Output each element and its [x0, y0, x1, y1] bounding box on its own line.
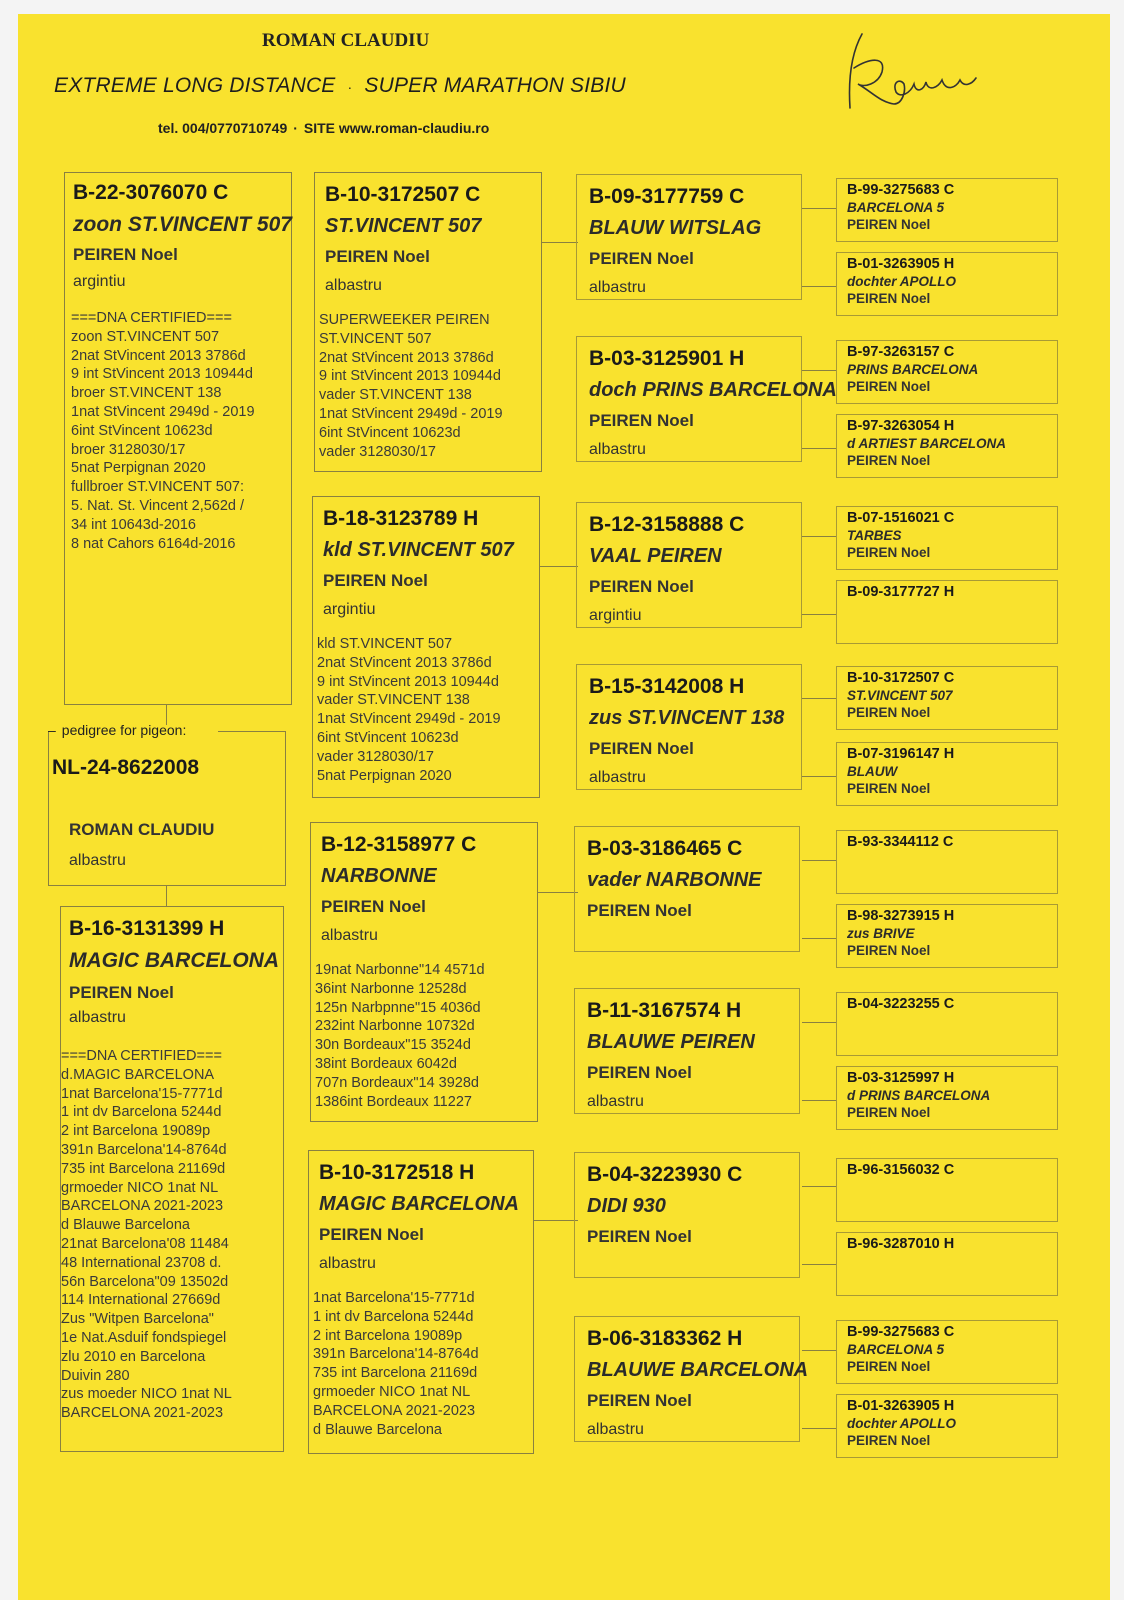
great-grandparent-ring: B-01-3263905 H	[847, 256, 955, 272]
parent-note-line: 9 int StVincent 2013 10944d	[319, 368, 501, 385]
parent-note-line: 735 int Barcelona 21169d	[313, 1365, 478, 1382]
great-grandparent-ring: B-93-3344112 C	[847, 834, 954, 850]
sire-note-line: broer 3128030/17	[71, 441, 186, 458]
parent-note-line: vader ST.VINCENT 138	[319, 387, 472, 404]
grandparent-box-3	[576, 502, 802, 628]
parent-name: ST.VINCENT 507	[325, 215, 482, 237]
dam-note-line: 21nat Barcelona'08 11484	[61, 1235, 229, 1252]
subtitle-separator: ·	[347, 79, 353, 95]
grandparent-name: VAAL PEIREN	[589, 545, 722, 567]
parent-box-1	[314, 172, 542, 472]
parent-note-line: 232int Narbonne 10732d	[315, 1018, 475, 1035]
dam-note-line: 2 int Barcelona 19089p	[61, 1123, 211, 1140]
grandparent-color: albastru	[589, 769, 646, 786]
parent-ring: B-18-3123789 H	[323, 507, 479, 530]
parent-color: albastru	[319, 1255, 376, 1272]
dam-note-line: 114 International 27669d	[61, 1292, 221, 1309]
great-grandparent-ring: B-99-3275683 C	[847, 1324, 955, 1340]
parent-notes	[319, 311, 541, 461]
great-grandparent-box-14	[836, 1232, 1058, 1296]
grandparent-box-1	[576, 174, 802, 300]
dam-name: MAGIC BARCELONA	[69, 949, 279, 972]
grandparent-ring: B-03-3186465 C	[587, 837, 743, 860]
parent-note-line: 2 int Barcelona 19089p	[313, 1327, 463, 1344]
pedigree-label-text: pedigree for pigeon:	[61, 722, 187, 738]
parent-box-4	[308, 1150, 534, 1454]
parent-box-3	[310, 822, 538, 1122]
parent-name: NARBONNE	[321, 865, 437, 887]
sire-box	[64, 172, 292, 705]
great-grandparent-box-5	[836, 506, 1058, 570]
great-grandparent-box-15	[836, 1320, 1058, 1384]
parent-note-line: 5nat Perpignan 2020	[317, 767, 452, 784]
grandparent-name: BLAUW WITSLAG	[589, 217, 762, 239]
great-grandparent-ring: B-97-3263157 C	[847, 344, 955, 360]
sire-note-line: 8 nat Cahors 6164d-2016	[71, 535, 236, 552]
grandparent-name: vader NARBONNE	[587, 869, 762, 891]
great-grandparent-breeder: PEIREN Noel	[847, 1433, 931, 1448]
great-grandparent-box-16	[836, 1394, 1058, 1458]
parent-note-line: 125n Narbpnne"15 4036d	[315, 999, 481, 1016]
great-grandparent-ring: B-99-3275683 C	[847, 182, 955, 198]
parent-note-line: 6int StVincent 10623d	[317, 729, 459, 746]
connector-dam	[166, 886, 167, 906]
connector-gen2-gen3	[540, 566, 578, 567]
dam-note-line: ===DNA CERTIFIED===	[61, 1048, 222, 1064]
parent-ring: B-10-3172518 H	[319, 1161, 475, 1184]
grandparent-breeder: PEIREN Noel	[587, 1227, 692, 1246]
parent-color: albastru	[321, 927, 378, 944]
parent-note-line: d Blauwe Barcelona	[313, 1421, 442, 1438]
parent-note-line: kld ST.VINCENT 507	[317, 636, 453, 652]
grandparent-name: DIDI 930	[587, 1195, 666, 1217]
dam-note-line: 1 int dv Barcelona 5244d	[61, 1104, 222, 1121]
sire-note-line: 5nat Perpignan 2020	[71, 460, 206, 477]
connector-gen3-gen4	[802, 860, 836, 861]
dam-note-line: Duivin 280	[61, 1367, 130, 1384]
subtitle-right: SUPER MARATHON SIBIU	[364, 74, 626, 97]
dam-note-line: grmoeder NICO 1nat NL	[61, 1179, 219, 1196]
great-grandparent-ring: B-10-3172507 C	[847, 670, 955, 686]
connector-gen3-gen4	[802, 938, 836, 939]
great-grandparent-ring: B-09-3177727 H	[847, 584, 955, 600]
great-grandparent-breeder: PEIREN Noel	[847, 217, 931, 232]
parent-note-line: 38int Bordeaux 6042d	[315, 1055, 457, 1072]
parent-note-line: 9 int StVincent 2013 10944d	[317, 673, 499, 690]
connector-gen3-gen4	[802, 286, 836, 287]
dam-color: albastru	[69, 1009, 126, 1026]
connector-gen3-gen4	[802, 1428, 836, 1429]
parent-note-line: 1nat StVincent 2949d - 2019	[317, 711, 501, 728]
grandparent-breeder: PEIREN Noel	[587, 1063, 692, 1082]
great-grandparent-ring: B-07-3196147 H	[847, 746, 955, 762]
connector-gen3-gen4	[802, 208, 836, 209]
parent-note-line: vader 3128030/17	[317, 748, 434, 765]
parent-note-line: vader ST.VINCENT 138	[317, 692, 470, 709]
great-grandparent-ring: B-98-3273915 H	[847, 908, 955, 924]
grandparent-ring: B-15-3142008 H	[589, 675, 745, 698]
grandparent-box-8	[574, 1316, 809, 1442]
sire-note-line: 6int StVincent 10623d	[71, 422, 213, 439]
parent-note-line: 2nat StVincent 2013 3786d	[317, 654, 492, 671]
great-grandparent-box-10	[836, 904, 1058, 968]
grandparent-name: BLAUWE PEIREN	[587, 1031, 755, 1053]
dam-note-line: BARCELONA 2021-2023	[61, 1405, 224, 1422]
great-grandparent-name: dochter APOLLO	[847, 1416, 957, 1431]
sire-note-line: 2nat StVincent 2013 3786d	[71, 347, 246, 364]
parent-note-line: 2nat StVincent 2013 3786d	[319, 349, 494, 366]
dam-note-line: zlu 2010 en Barcelona	[61, 1348, 206, 1365]
great-grandparent-name: BARCELONA 5	[847, 1342, 945, 1357]
great-grandparent-box-11	[836, 992, 1058, 1056]
parent-note-line: BARCELONA 2021-2023	[313, 1402, 476, 1419]
great-grandparent-name: ST.VINCENT 507	[847, 688, 953, 703]
grandparent-color: albastru	[589, 279, 646, 296]
grandparent-box-5	[574, 826, 800, 952]
parent-note-line: 707n Bordeaux"14 3928d	[315, 1074, 479, 1091]
parent-note-line: 1 int dv Barcelona 5244d	[313, 1308, 474, 1325]
subject-box	[48, 732, 286, 886]
sire-note-line: zoon ST.VINCENT 507	[71, 328, 220, 345]
dam-note-line: Zus "Witpen Barcelona"	[61, 1311, 214, 1328]
grandparent-breeder: PEIREN Noel	[589, 411, 694, 430]
great-grandparent-breeder: PEIREN Noel	[847, 291, 931, 306]
great-grandparent-box-8	[836, 742, 1058, 806]
connector-gen3-gen4	[802, 1264, 836, 1265]
connector-gen3-gen4	[802, 776, 836, 777]
dam-breeder: PEIREN Noel	[69, 983, 174, 1002]
parent-notes	[313, 1289, 533, 1439]
grandparent-breeder: PEIREN Noel	[587, 901, 692, 920]
dam-note-line: d Blauwe Barcelona	[61, 1217, 190, 1234]
great-grandparent-breeder: PEIREN Noel	[847, 943, 931, 958]
great-grandparent-breeder: PEIREN Noel	[847, 1359, 931, 1374]
sire-notes	[71, 309, 289, 553]
parent-color: albastru	[325, 277, 382, 294]
signature-image	[828, 22, 978, 112]
connector-gen3-gen4	[802, 614, 836, 615]
great-grandparent-ring: B-01-3263905 H	[847, 1398, 955, 1414]
dam-note-line: d.MAGIC BARCELONA	[61, 1066, 215, 1083]
parent-name: kld ST.VINCENT 507	[323, 539, 514, 561]
dam-note-line: 48 International 23708 d.	[61, 1254, 222, 1271]
connector-gen3-gen4	[802, 1100, 836, 1101]
great-grandparent-name: TARBES	[847, 528, 902, 543]
dam-note-line: 735 int Barcelona 21169d	[61, 1160, 226, 1177]
great-grandparent-box-9	[836, 830, 1058, 894]
sire-note-line: 1nat StVincent 2949d - 2019	[71, 403, 255, 420]
great-grandparent-box-1	[836, 178, 1058, 242]
parent-ring: B-12-3158977 C	[321, 833, 477, 856]
great-grandparent-breeder: PEIREN Noel	[847, 1105, 931, 1120]
grandparent-ring: B-11-3167574 H	[587, 999, 742, 1022]
sire-note-line: 5. Nat. St. Vincent 2,562d /	[71, 497, 245, 514]
grandparent-box-2	[576, 336, 837, 462]
great-grandparent-breeder: PEIREN Noel	[847, 705, 931, 720]
grandparent-ring: B-12-3158888 C	[589, 513, 745, 536]
grandparent-ring: B-06-3183362 H	[587, 1327, 743, 1350]
sire-note-line: 9 int StVincent 2013 10944d	[71, 366, 253, 383]
parent-note-line: SUPERWEEKER PEIREN	[319, 312, 490, 328]
sire-ring: B-22-3076070 C	[73, 181, 229, 204]
grandparent-breeder: PEIREN Noel	[589, 739, 694, 758]
great-grandparent-name: d PRINS BARCELONA	[847, 1088, 991, 1103]
connector-gen2-gen3	[538, 892, 578, 893]
telephone: tel. 004/0770710749	[158, 120, 288, 136]
parent-box-2	[312, 496, 540, 798]
sire-note-line: broer ST.VINCENT 138	[71, 385, 222, 402]
subtitle	[54, 74, 626, 98]
parent-note-line: 1386int Bordeaux 11227	[315, 1093, 472, 1110]
great-grandparent-box-12	[836, 1066, 1058, 1130]
dam-ring: B-16-3131399 H	[69, 917, 225, 940]
dam-notes	[61, 1047, 283, 1423]
parent-breeder: PEIREN Noel	[323, 571, 428, 590]
grandparent-box-4	[576, 664, 802, 790]
sire-breeder: PEIREN Noel	[73, 245, 178, 264]
connector-gen3-gen4	[802, 536, 836, 537]
subtitle-left: EXTREME LONG DISTANCE	[54, 74, 336, 97]
sire-name: zoon ST.VINCENT 507	[73, 213, 292, 236]
owner-title: ROMAN CLAUDIU	[262, 30, 430, 51]
connector-gen2-gen3	[542, 242, 578, 243]
pedigree-label: – pedigree for pigeon:	[48, 722, 187, 738]
great-grandparent-ring: B-07-1516021 C	[847, 510, 955, 526]
grandparent-color: albastru	[589, 441, 646, 458]
parent-note-line: 36int Narbonne 12528d	[315, 980, 467, 997]
parent-breeder: PEIREN Noel	[319, 1225, 424, 1244]
sire-note-line: fullbroer ST.VINCENT 507:	[71, 479, 244, 496]
grandparent-name: zus ST.VINCENT 138	[589, 707, 785, 729]
grandparent-ring: B-09-3177759 C	[589, 185, 745, 208]
sire-note-line: 34 int 10643d-2016	[71, 516, 196, 533]
connector-gen3-gen4	[802, 698, 836, 699]
great-grandparent-box-7	[836, 666, 1058, 730]
parent-notes	[317, 635, 539, 785]
grandparent-box-7	[574, 1152, 800, 1278]
grandparent-breeder: PEIREN Noel	[589, 577, 694, 596]
grandparent-color: albastru	[587, 1421, 644, 1438]
dam-note-line: BARCELONA 2021-2023	[61, 1198, 224, 1215]
connector-gen3-gen4	[802, 1350, 836, 1351]
subject-color: albastru	[69, 852, 126, 869]
grandparent-color: albastru	[587, 1093, 644, 1110]
parent-breeder: PEIREN Noel	[325, 247, 430, 266]
parent-note-line: grmoeder NICO 1nat NL	[313, 1383, 471, 1400]
great-grandparent-box-3	[836, 340, 1058, 404]
great-grandparent-name: PRINS BARCELONA	[847, 362, 979, 377]
great-grandparent-name: zus BRIVE	[847, 926, 915, 941]
sire-color: argintiu	[73, 273, 126, 290]
great-grandparent-breeder: PEIREN Noel	[847, 545, 931, 560]
great-grandparent-name: dochter APOLLO	[847, 274, 957, 289]
great-grandparent-ring: B-97-3263054 H	[847, 418, 955, 434]
great-grandparent-ring: B-96-3287010 H	[847, 1236, 955, 1252]
parent-note-line: 1nat Barcelona'15-7771d	[313, 1290, 475, 1306]
dam-note-line: 1nat Barcelona'15-7771d	[61, 1085, 223, 1102]
connector-gen2-gen3	[534, 1220, 578, 1221]
great-grandparent-box-2	[836, 252, 1058, 316]
parent-note-line: vader 3128030/17	[319, 443, 436, 460]
dam-note-line: 56n Barcelona"09 13502d	[61, 1273, 229, 1290]
website: SITE www.roman-claudiu.ro	[303, 120, 490, 136]
parent-breeder: PEIREN Noel	[321, 897, 426, 916]
subject-ring: NL-24-8622008	[52, 756, 200, 779]
parent-name: MAGIC BARCELONA	[319, 1193, 519, 1215]
grandparent-breeder: PEIREN Noel	[587, 1391, 692, 1410]
dam-box	[60, 906, 284, 1452]
subject-breeder: ROMAN CLAUDIU	[69, 820, 215, 839]
grandparent-breeder: PEIREN Noel	[589, 249, 694, 268]
parent-note-line: 30n Bordeaux"15 3524d	[315, 1037, 471, 1054]
grandparent-ring: B-04-3223930 C	[587, 1163, 743, 1186]
parent-note-line: 6int StVincent 10623d	[319, 424, 461, 441]
grandparent-box-6	[574, 988, 800, 1114]
connector-gen3-gen4	[802, 448, 836, 449]
grandparent-name: BLAUWE BARCELONA	[587, 1359, 809, 1381]
dam-note-line: 391n Barcelona'14-8764d	[61, 1141, 227, 1158]
great-grandparent-breeder: PEIREN Noel	[847, 379, 931, 394]
connector-gen3-gen4	[802, 1022, 836, 1023]
great-grandparent-breeder: PEIREN Noel	[847, 781, 931, 796]
great-grandparent-ring: B-96-3156032 C	[847, 1162, 955, 1178]
sire-note-line: ===DNA CERTIFIED===	[71, 310, 232, 326]
parent-color: argintiu	[323, 601, 376, 618]
great-grandparent-box-4	[836, 414, 1058, 478]
parent-note-line: 391n Barcelona'14-8764d	[313, 1346, 479, 1363]
great-grandparent-box-13	[836, 1158, 1058, 1222]
contact-separator: ·	[293, 120, 298, 136]
connector-gen3-gen4	[802, 1186, 836, 1187]
parent-ring: B-10-3172507 C	[325, 183, 481, 206]
parent-note-line: 19nat Narbonne"14 4571d	[315, 962, 485, 978]
grandparent-color: argintiu	[589, 607, 642, 624]
parent-note-line: 1nat StVincent 2949d - 2019	[319, 405, 503, 422]
great-grandparent-ring: B-04-3223255 C	[847, 996, 955, 1012]
great-grandparent-ring: B-03-3125997 H	[847, 1070, 955, 1086]
dam-note-line: 1e Nat.Asduif fondspiegel	[61, 1329, 227, 1346]
great-grandparent-name: BARCELONA 5	[847, 200, 945, 215]
grandparent-name: doch PRINS BARCELONA	[589, 379, 837, 401]
great-grandparent-box-6	[836, 580, 1058, 644]
parent-note-line: ST.VINCENT 507	[319, 330, 432, 347]
parent-notes	[315, 961, 537, 1111]
great-grandparent-breeder: PEIREN Noel	[847, 453, 931, 468]
grandparent-ring: B-03-3125901 H	[589, 347, 745, 370]
great-grandparent-name: BLAUW	[847, 764, 898, 779]
contact-line	[158, 120, 489, 136]
great-grandparent-name: d ARTIEST BARCELONA	[847, 436, 1007, 451]
dam-note-line: zus moeder NICO 1nat NL	[61, 1386, 232, 1403]
connector-gen3-gen4	[802, 370, 836, 371]
